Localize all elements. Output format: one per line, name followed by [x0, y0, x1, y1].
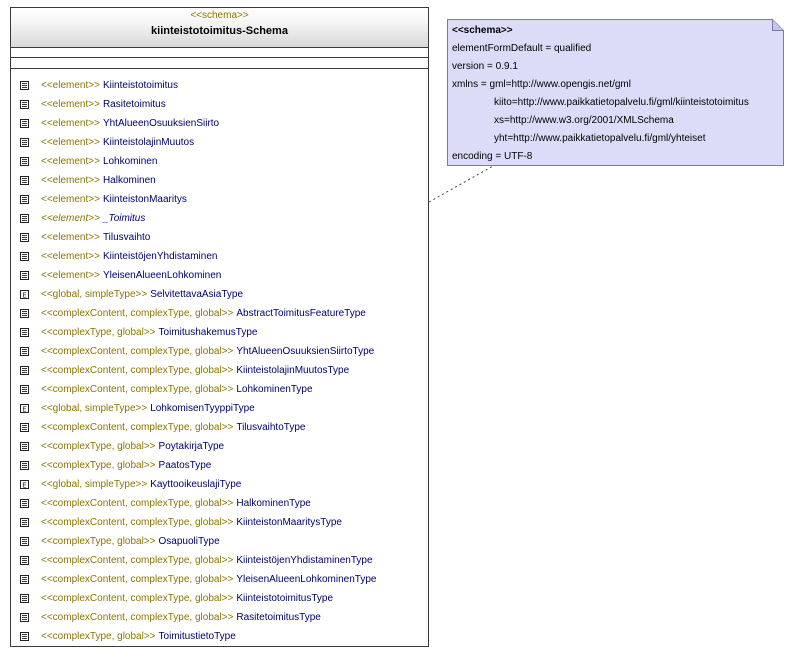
member-stereotype: <<complexContent, complexType, global>>	[41, 612, 234, 623]
member-row[interactable]	[11, 456, 211, 475]
member-name: PaatosType	[158, 460, 212, 471]
member-name: KayttooikeuslajiType	[150, 479, 242, 490]
member-stereotype: <<element>>	[41, 270, 100, 281]
note-line: yht=http://www.paikkatietopalvelu.fi/gml/yhteiset	[494, 133, 706, 144]
element-icon	[20, 328, 29, 337]
member-stereotype: <<complexType, global>>	[41, 327, 156, 338]
element-icon	[20, 632, 29, 641]
member-row[interactable]	[11, 209, 145, 228]
member-row[interactable]	[11, 133, 194, 152]
member-name: YleisenAlueenLohkominenType	[236, 574, 377, 585]
element-icon	[20, 556, 29, 565]
element-icon	[20, 518, 29, 527]
member-name: HalkominenType	[236, 498, 311, 509]
member-row[interactable]	[11, 513, 342, 532]
element-icon	[20, 461, 29, 470]
member-name: Halkominen	[102, 175, 156, 186]
member-row[interactable]	[11, 266, 221, 285]
member-name: PoytakirjaType	[158, 441, 225, 452]
member-row[interactable]	[11, 342, 374, 361]
member-name: LohkomisenTyyppiType	[150, 403, 255, 414]
member-stereotype: <<complexType, global>>	[41, 460, 156, 471]
member-name: LohkominenType	[236, 384, 313, 395]
note-line: xs=http://www.w3.org/2001/XMLSchema	[494, 115, 674, 126]
member-stereotype: <<element>>	[41, 251, 100, 262]
member-row[interactable]	[11, 152, 157, 171]
member-stereotype: <<element>>	[41, 213, 100, 224]
element-icon	[20, 499, 29, 508]
element-icon	[20, 100, 29, 109]
member-stereotype: <<element>>	[41, 80, 100, 91]
element-icon	[20, 575, 29, 584]
member-name: TilusvaihtoType	[236, 422, 306, 433]
member-name: RasitetoimitusType	[236, 612, 321, 623]
member-name: KiinteistolajinMuutosType	[236, 365, 350, 376]
member-row[interactable]	[11, 437, 224, 456]
element-icon	[20, 138, 29, 147]
member-row[interactable]	[11, 475, 241, 494]
member-stereotype: <<element>>	[41, 232, 100, 243]
member-stereotype: <<complexContent, complexType, global>>	[41, 498, 234, 509]
element-icon	[20, 366, 29, 375]
member-row[interactable]	[11, 76, 178, 95]
member-name: ToimitustietoType	[158, 631, 236, 642]
element-icon	[20, 385, 29, 394]
element-icon	[20, 214, 29, 223]
class-stereotype: <<schema>>	[190, 10, 249, 21]
member-name: KiinteistonMaaritysType	[236, 517, 342, 528]
schema-note[interactable]	[447, 19, 784, 166]
member-row[interactable]	[11, 418, 305, 437]
member-row[interactable]	[11, 95, 166, 114]
member-row[interactable]	[11, 589, 333, 608]
member-stereotype: <<element>>	[41, 118, 100, 129]
svg-text:E: E	[22, 291, 27, 299]
member-stereotype: <<complexContent, complexType, global>>	[41, 517, 234, 528]
member-stereotype: <<complexContent, complexType, global>>	[41, 308, 234, 319]
member-row[interactable]	[11, 228, 150, 247]
member-stereotype: <<global, simpleType>>	[41, 289, 148, 300]
member-name: YhtAlueenOsuuksienSiirto	[102, 118, 220, 129]
member-name: ToimitushakemusType	[158, 327, 258, 338]
member-name: KiinteistöjenYhdistaminenType	[236, 555, 373, 566]
element-icon	[20, 195, 29, 204]
member-name: OsapuoliType	[158, 536, 220, 547]
member-stereotype: <<element>>	[41, 194, 100, 205]
member-row[interactable]	[11, 247, 217, 266]
member-stereotype: <<element>>	[41, 99, 100, 110]
member-row[interactable]	[11, 627, 236, 646]
member-name: SelvitettavaAsiaType	[150, 289, 244, 300]
member-row[interactable]	[11, 551, 373, 570]
member-stereotype: <<complexContent, complexType, global>>	[41, 384, 234, 395]
member-name: KiinteistonMaaritys	[102, 194, 187, 205]
member-stereotype: <<global, simpleType>>	[41, 479, 148, 490]
member-row[interactable]	[11, 380, 313, 399]
attributes-compartment	[11, 48, 428, 58]
member-stereotype: <<element>>	[41, 175, 100, 186]
member-stereotype: <<global, simpleType>>	[41, 403, 148, 414]
member-row[interactable]	[11, 361, 349, 380]
class-name: kiinteistotoimitus-Schema	[151, 25, 288, 37]
enumeration-icon	[20, 290, 29, 299]
member-stereotype: <<complexType, global>>	[41, 441, 156, 452]
element-icon	[20, 157, 29, 166]
member-name: _Toimitus	[102, 213, 146, 224]
element-icon	[20, 423, 29, 432]
svg-text:E: E	[22, 481, 27, 489]
member-stereotype: <<complexContent, complexType, global>>	[41, 574, 234, 585]
element-icon	[20, 119, 29, 128]
note-line: encoding = UTF-8	[452, 151, 533, 162]
note-body	[452, 22, 772, 166]
member-name: Lohkominen	[102, 156, 158, 167]
member-stereotype: <<complexContent, complexType, global>>	[41, 422, 234, 433]
element-icon	[20, 233, 29, 242]
member-stereotype: <<element>>	[41, 156, 100, 167]
element-icon	[20, 81, 29, 90]
member-row[interactable]	[11, 608, 321, 627]
empty-compartment	[11, 58, 428, 69]
member-row[interactable]	[11, 114, 219, 133]
member-name: AbstractToimitusFeatureType	[236, 308, 366, 319]
member-name: Kiinteistotoimitus	[102, 80, 178, 91]
element-icon	[20, 271, 29, 280]
element-icon	[20, 252, 29, 261]
member-row[interactable]	[11, 399, 255, 418]
note-line: elementFormDefault = qualified	[452, 43, 592, 54]
member-name: KiinteistotoimitusType	[236, 593, 334, 604]
member-row[interactable]	[11, 304, 366, 323]
member-name: Tilusvaihto	[102, 232, 151, 243]
member-row[interactable]	[11, 323, 257, 342]
enumeration-icon	[20, 480, 29, 489]
enumeration-icon	[20, 404, 29, 413]
element-icon	[20, 176, 29, 185]
element-icon	[20, 442, 29, 451]
note-line: kiito=http://www.paikkatietopalvelu.fi/gml/kiinteistotoimitus	[494, 97, 749, 108]
member-stereotype: <<complexContent, complexType, global>>	[41, 593, 234, 604]
member-name: YhtAlueenOsuuksienSiirtoType	[236, 346, 375, 357]
member-name: Rasitetoimitus	[102, 99, 166, 110]
member-row[interactable]	[11, 171, 156, 190]
element-icon	[20, 309, 29, 318]
member-stereotype: <<complexContent, complexType, global>>	[41, 555, 234, 566]
member-name: KiinteistolajinMuutos	[102, 137, 195, 148]
element-icon	[20, 537, 29, 546]
member-stereotype: <<complexType, global>>	[41, 631, 156, 642]
element-icon	[20, 347, 29, 356]
schema-class-box[interactable]	[10, 7, 429, 647]
member-name: YleisenAlueenLohkominen	[102, 270, 222, 281]
class-header	[11, 8, 428, 48]
member-stereotype: <<complexType, global>>	[41, 536, 156, 547]
note-title: <<schema>>	[452, 25, 513, 36]
member-name: KiinteistöjenYhdistaminen	[102, 251, 218, 262]
svg-text:E: E	[22, 405, 27, 413]
element-icon	[20, 594, 29, 603]
element-icon	[20, 613, 29, 622]
member-stereotype: <<complexContent, complexType, global>>	[41, 365, 234, 376]
member-row[interactable]	[11, 190, 187, 209]
member-row[interactable]	[11, 494, 311, 513]
member-stereotype: <<element>>	[41, 137, 100, 148]
member-stereotype: <<complexContent, complexType, global>>	[41, 346, 234, 357]
member-row[interactable]	[11, 570, 376, 589]
note-line: xmlns = gml=http://www.opengis.net/gml	[452, 79, 631, 90]
member-row[interactable]	[11, 285, 243, 304]
note-line: version = 0.9.1	[452, 61, 518, 72]
member-row[interactable]	[11, 532, 220, 551]
